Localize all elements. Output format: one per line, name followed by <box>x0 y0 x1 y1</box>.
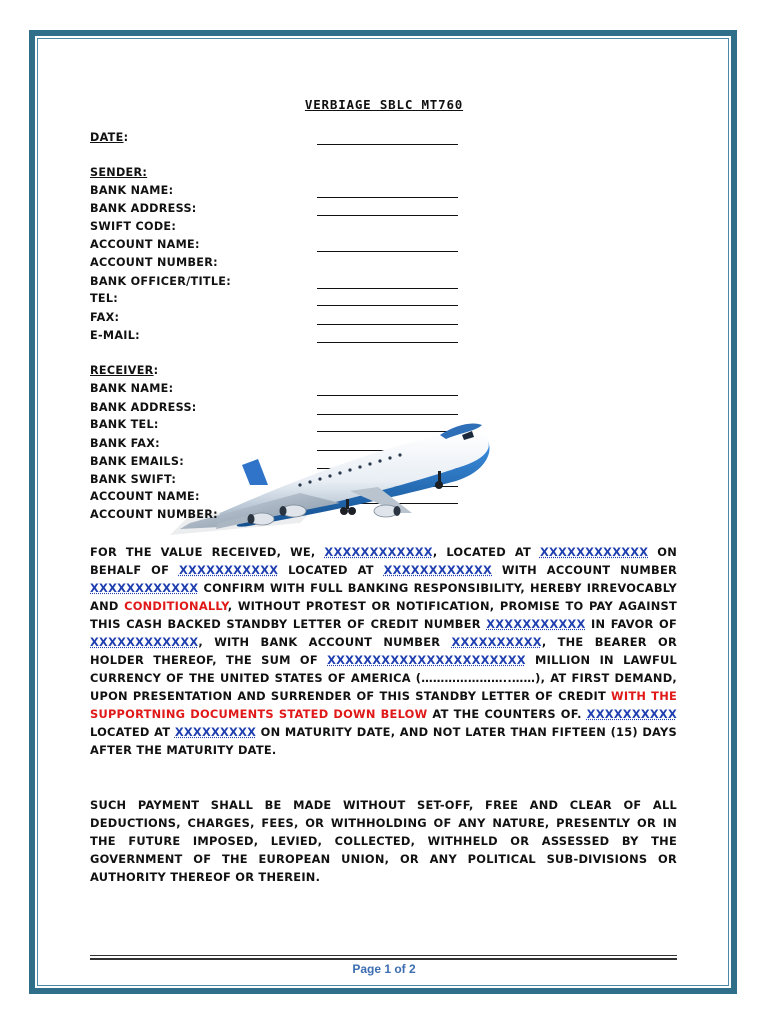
sender-account-number-label: ACCOUNT NUMBER: <box>90 256 218 269</box>
sblc-main-paragraph: FOR THE VALUE RECEIVED, WE, XXXXXXXXXXXX, LOCATED AT XXXXXXXXXXXX ON BEHALF OF XXXXXXXXXXX LOCATED AT XXXXXXXXXXXX WITH ACCOUNT NUMBER XXXXXXXXXXXX CONFIRM WITH FULL BANKING RESPONSIBILITY, HEREBY IRREVOCABLY AND CONDITIONALLY, WITHOUT PROTEST OR NOTIFICATION, PROMISE TO PAY AGAINST THIS CASH BACKED STANDBY LETTER OF CREDIT NUMBER XXXXXXXXXXX IN FAVOR OF XXXXXXXXXXXX, WITH BANK ACCOUNT NUMBER XXXXXXXXXX, THE BEARER OR HOLDER THEREOF, THE SUM OF XXXXXXXXXXXXXXXXXXXXXX MILLION IN LAWFUL CURRENCY OF THE UNITED STATES OF AMERICA (…………………..……), AT FIRST DEMAND, UPON PRESENTATION AND SURRENDER OF THIS STANDBY LETTER OF CREDIT WITH THE SUPPORTNING DOCUMENTS STATED DOWN BELOW AT THE COUNTERS OF. XXXXXXXXXX LOCATED AT XXXXXXXXX ON MATURITY DATE, AND NOT LATER THAN FIFTEEN (15) DAYS AFTER THE MATURITY DATE. <box>90 545 678 757</box>
receiver-bank-address-label: BANK ADDRESS: <box>90 401 197 414</box>
sender-bank-officer-blank <box>317 288 458 289</box>
receiver-account-name-label: ACCOUNT NAME: <box>90 490 200 503</box>
sender-bank-address-blank <box>317 215 458 216</box>
receiver-bank-swift-label: BANK SWIFT: <box>90 473 177 486</box>
sender-account-name-label: ACCOUNT NAME: <box>90 238 200 251</box>
date-label: DATE: <box>90 131 129 144</box>
document-title: VERBIAGE SBLC MT760 <box>304 97 464 112</box>
sender-email-label: E-MAIL: <box>90 329 140 342</box>
sender-tel-label: TEL: <box>90 292 119 305</box>
payment-terms-paragraph: SUCH PAYMENT SHALL BE MADE WITHOUT SET-OFF, FREE AND CLEAR OF ALL DEDUCTIONS, CHARGES, FEES, OR WITHHOLDING OF ANY NATURE, PRESENTLY OR IN THE FUTURE IMPOSED, LEVIED, COLLECTED, WITHHELD OR ASSESSED BY THE GOVERNMENT OF THE EUROPEAN UNION, OR ANY POLITICAL SUB-DIVISIONS OR AUTHORITY THEREOF OR THEREIN. <box>90 798 677 884</box>
sender-bank-name-blank <box>317 197 458 198</box>
sender-bank-name-label: BANK NAME: <box>90 184 174 197</box>
sender-bank-address-label: BANK ADDRESS: <box>90 202 197 215</box>
receiver-bank-emails-label: BANK EMAILS: <box>90 455 184 468</box>
sender-tel-blank <box>317 305 458 306</box>
receiver-bank-name-label: BANK NAME: <box>90 382 174 395</box>
receiver-bank-fax-label: BANK FAX: <box>90 437 160 450</box>
date-blank <box>317 144 458 145</box>
receiver-account-number-label: ACCOUNT NUMBER: <box>90 508 218 521</box>
sender-heading: SENDER: <box>90 166 148 179</box>
footer-rule-thick <box>90 958 677 960</box>
footer-rule-thin <box>90 955 677 956</box>
sender-email-blank <box>317 342 458 343</box>
sender-fax-blank <box>317 324 458 325</box>
sender-account-name-blank <box>317 251 458 252</box>
receiver-bank-tel-label: BANK TEL: <box>90 418 159 431</box>
sender-bank-officer-label: BANK OFFICER/TITLE: <box>90 275 231 288</box>
receiver-heading: RECEIVER: <box>90 364 159 377</box>
sender-swift-code-label: SWIFT CODE: <box>90 220 177 233</box>
page-number: Page 1 of 2 <box>352 962 416 976</box>
sender-fax-label: FAX: <box>90 311 120 324</box>
